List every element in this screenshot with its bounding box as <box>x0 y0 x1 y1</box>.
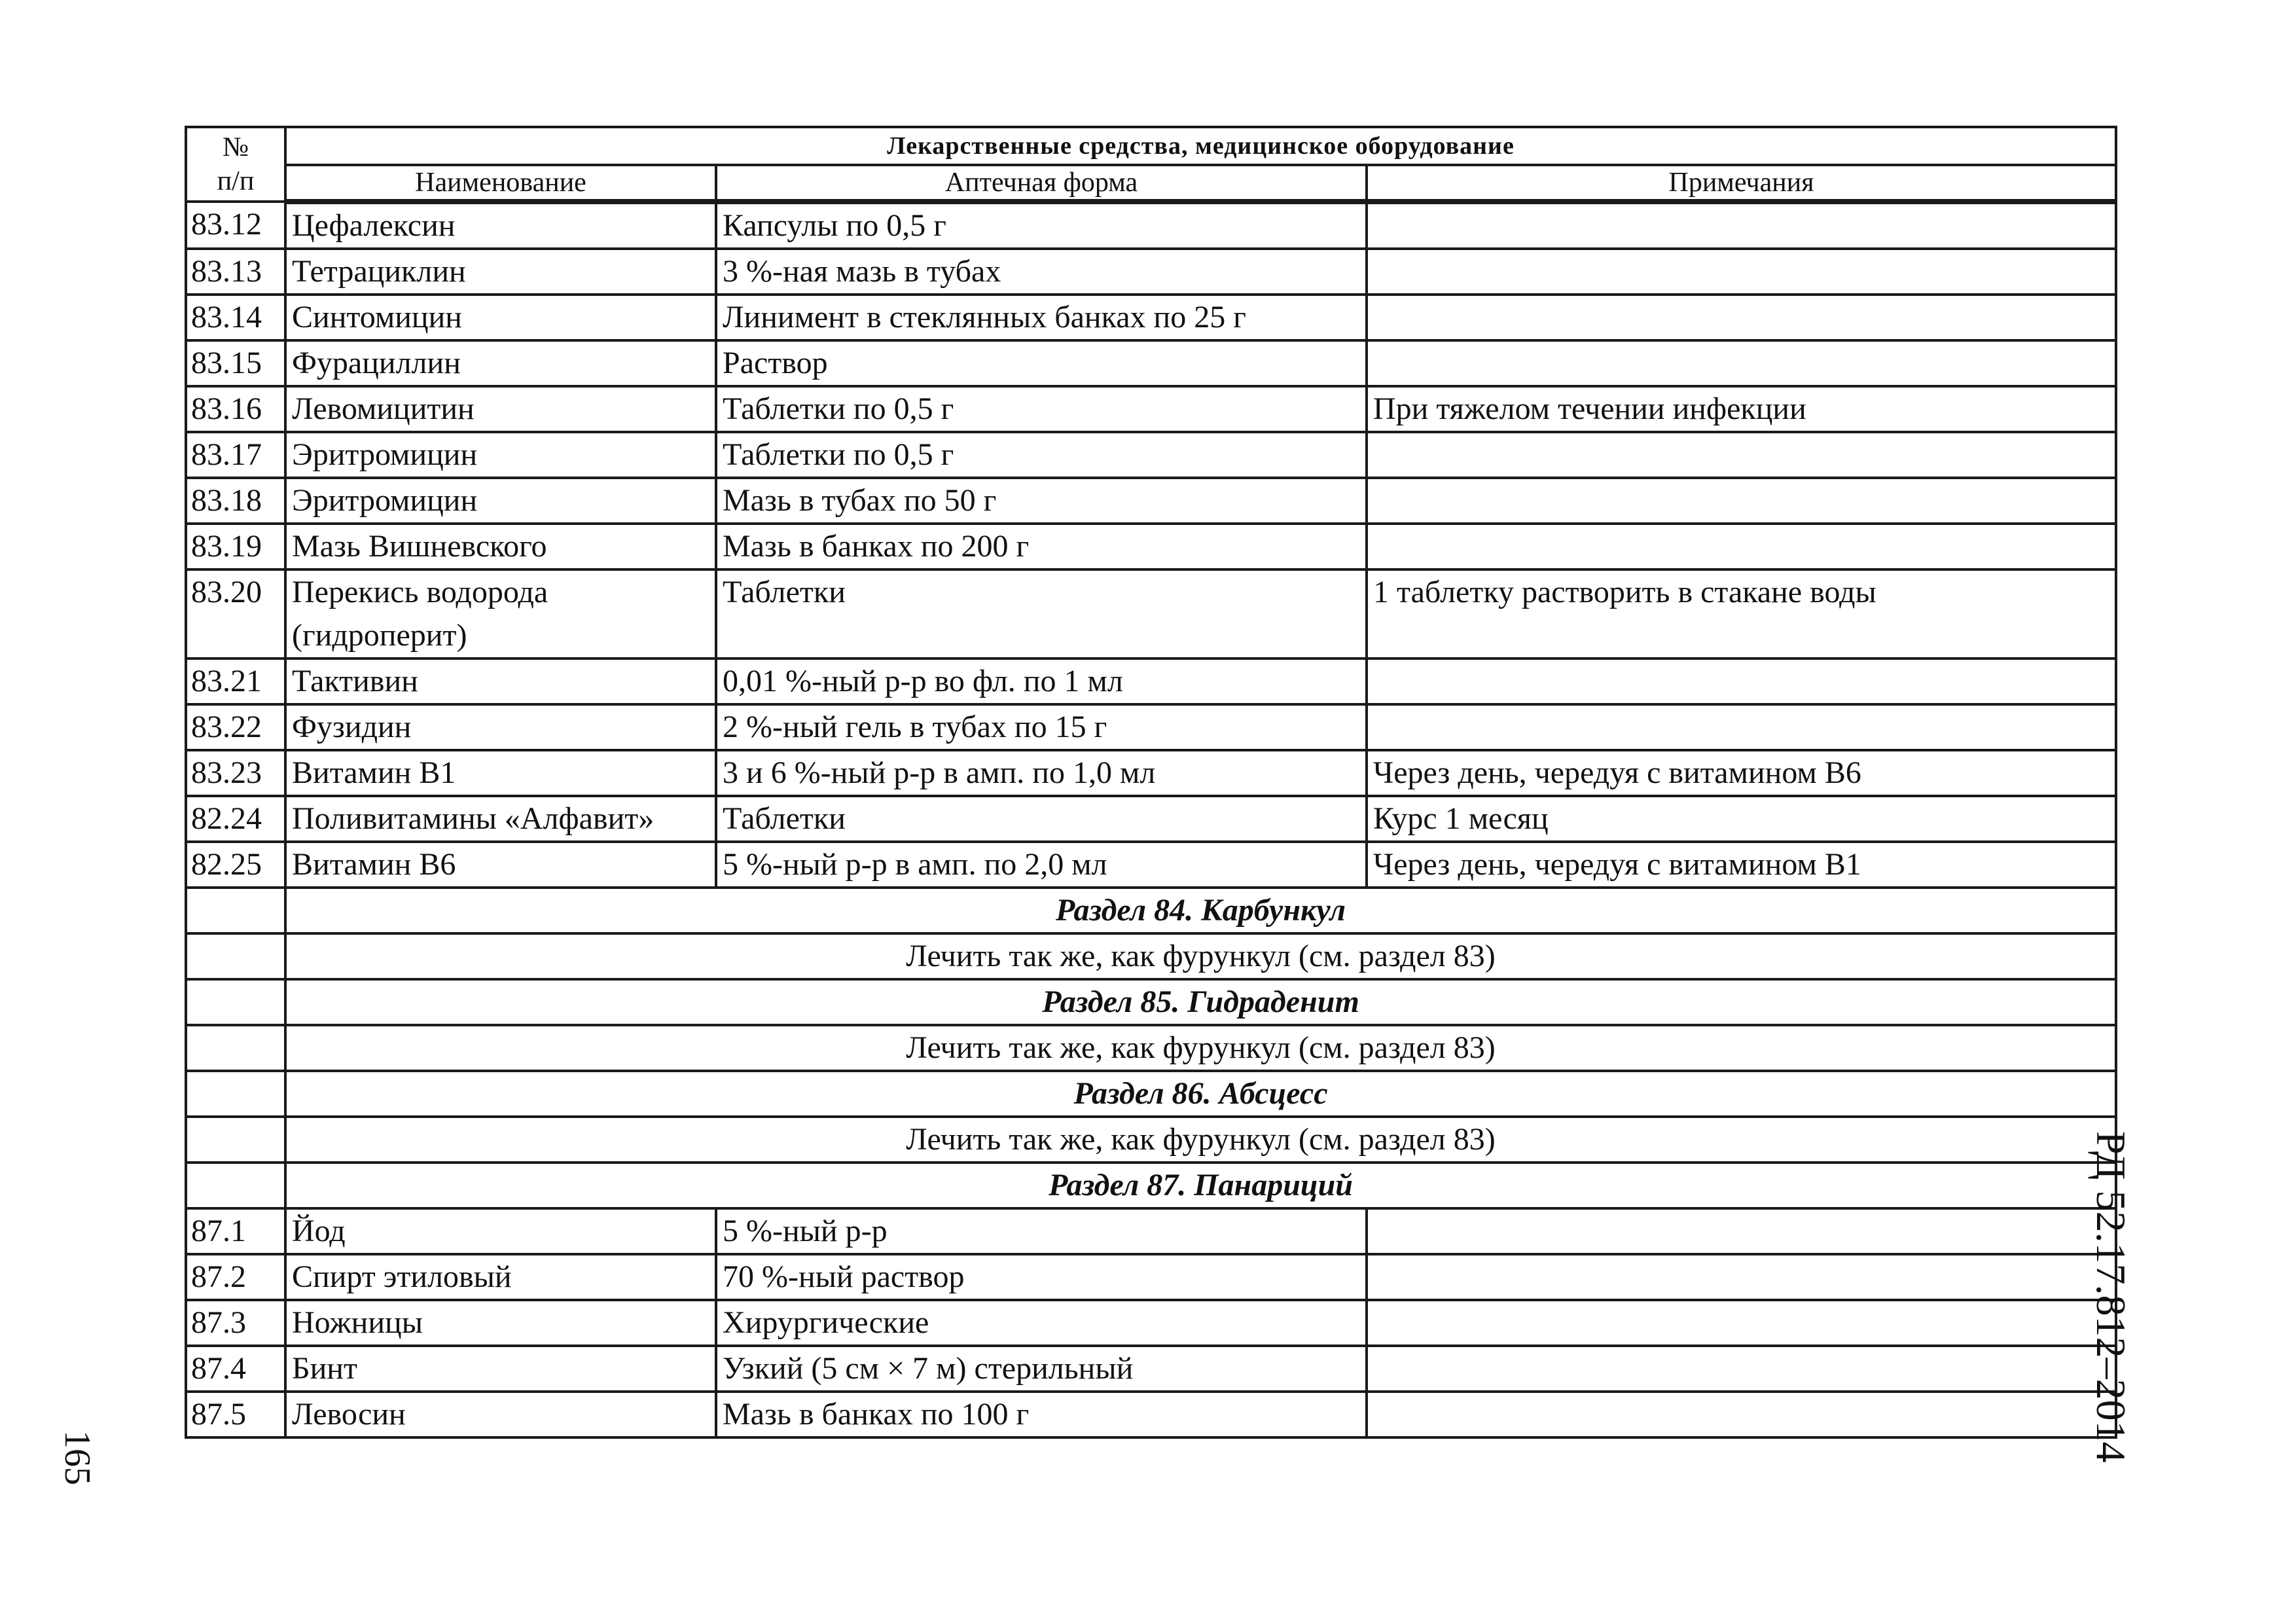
row-num-cell: 87.3 <box>186 1300 285 1346</box>
row-note-cell: При тяжелом течении инфекции <box>1367 386 2116 432</box>
row-name-cell: Йод <box>285 1208 716 1254</box>
row-form-cell: Узкий (5 см × 7 м) стерильный <box>716 1346 1367 1392</box>
medicines-table <box>185 126 2117 1439</box>
table-row <box>186 1208 2116 1254</box>
header-num-cell <box>186 127 285 202</box>
section-row <box>186 979 2116 1025</box>
header-col-form: Аптечная форма <box>716 165 1367 202</box>
table-row <box>186 249 2116 295</box>
row-note-cell <box>1367 704 2116 750</box>
row-note-cell <box>1367 659 2116 704</box>
table-row <box>186 569 2116 659</box>
row-form-cell: Мазь в тубах по 50 г <box>716 478 1367 524</box>
row-name-cell: Тактивин <box>285 659 716 704</box>
row-note-cell <box>1367 340 2116 386</box>
table-row <box>186 1300 2116 1346</box>
row-num-cell: 83.18 <box>186 478 285 524</box>
row-num-cell: 83.19 <box>186 524 285 569</box>
row-form-cell: 5 %-ный р-р <box>716 1208 1367 1254</box>
row-num-cell: 87.2 <box>186 1254 285 1300</box>
table-row <box>186 478 2116 524</box>
row-num-cell: 83.23 <box>186 750 285 796</box>
row-num-cell <box>186 1025 285 1071</box>
row-name-cell: Мазь Вишневского <box>285 524 716 569</box>
row-num-cell: 87.1 <box>186 1208 285 1254</box>
section-row <box>186 1163 2116 1208</box>
row-num-cell: 83.13 <box>186 249 285 295</box>
row-num-cell: 83.15 <box>186 340 285 386</box>
header-num-bottom: п/п <box>217 166 255 196</box>
section-row <box>186 888 2116 933</box>
row-num-cell <box>186 888 285 933</box>
row-num-cell: 83.22 <box>186 704 285 750</box>
section-title: Раздел 84. Карбункул <box>285 888 2116 933</box>
table-row <box>186 1346 2116 1392</box>
row-note-cell <box>1367 1300 2116 1346</box>
row-num-cell: 83.12 <box>186 202 285 249</box>
row-name-cell: Витамин В6 <box>285 842 716 888</box>
row-form-cell: Капсулы по 0,5 г <box>716 202 1367 249</box>
row-note-cell: Через день, чередуя с витамином В1 <box>1367 842 2116 888</box>
row-form-cell: Мазь в банках по 200 г <box>716 524 1367 569</box>
row-form-cell: 5 %-ный р-р в амп. по 2,0 мл <box>716 842 1367 888</box>
table-row <box>186 1392 2116 1437</box>
row-num-cell: 87.4 <box>186 1346 285 1392</box>
table-row <box>186 386 2116 432</box>
row-form-cell: 0,01 %-ный р-р во фл. по 1 мл <box>716 659 1367 704</box>
row-note-cell <box>1367 432 2116 478</box>
note-row <box>186 1025 2116 1071</box>
row-note-cell <box>1367 524 2116 569</box>
row-num-cell: 82.24 <box>186 796 285 842</box>
row-form-cell: Раствор <box>716 340 1367 386</box>
row-form-cell: Хирургические <box>716 1300 1367 1346</box>
row-num-cell <box>186 1117 285 1163</box>
row-note-cell <box>1367 249 2116 295</box>
row-form-cell: 3 %-ная мазь в тубах <box>716 249 1367 295</box>
note-row <box>186 933 2116 979</box>
row-num-cell <box>186 933 285 979</box>
row-name-cell: Синтомицин <box>285 295 716 340</box>
table-row <box>186 704 2116 750</box>
table-row <box>186 202 2116 249</box>
table-row <box>186 796 2116 842</box>
document-code: РД 52.17.812–2014 <box>2088 1131 2134 1463</box>
section-title: Раздел 86. Абсцесс <box>285 1071 2116 1117</box>
row-form-cell: Мазь в банках по 100 г <box>716 1392 1367 1437</box>
row-note-cell: Курс 1 месяц <box>1367 796 2116 842</box>
row-note-cell: 1 таблетку растворить в стакане воды <box>1367 569 2116 659</box>
row-name-cell: Спирт этиловый <box>285 1254 716 1300</box>
section-note: Лечить так же, как фурункул (см. раздел 83) <box>285 1117 2116 1163</box>
row-form-cell: Таблетки <box>716 569 1367 659</box>
row-name-cell: Бинт <box>285 1346 716 1392</box>
section-note: Лечить так же, как фурункул (см. раздел 83) <box>285 1025 2116 1071</box>
row-num-cell <box>186 1071 285 1117</box>
row-name-cell: Поливитамины «Алфавит» <box>285 796 716 842</box>
section-row <box>186 1071 2116 1117</box>
table-row <box>186 432 2116 478</box>
row-form-cell: Таблетки по 0,5 г <box>716 386 1367 432</box>
row-note-cell: Через день, чередуя с витамином В6 <box>1367 750 2116 796</box>
row-num-cell: 83.14 <box>186 295 285 340</box>
row-form-cell: Таблетки <box>716 796 1367 842</box>
row-name-cell: Цефалексин <box>285 202 716 249</box>
header-col-name: Наименование <box>285 165 716 202</box>
row-num-cell: 83.21 <box>186 659 285 704</box>
table-row <box>186 295 2116 340</box>
row-name-cell: Левомицитин <box>285 386 716 432</box>
row-note-cell <box>1367 478 2116 524</box>
row-num-cell <box>186 1163 285 1208</box>
row-note-cell <box>1367 1392 2116 1437</box>
row-note-cell <box>1367 1346 2116 1392</box>
row-note-cell <box>1367 1254 2116 1300</box>
table-row <box>186 340 2116 386</box>
section-title: Раздел 87. Панариций <box>285 1163 2116 1208</box>
header-num-top: № <box>222 132 249 162</box>
table-row <box>186 1254 2116 1300</box>
row-name-cell: Фузидин <box>285 704 716 750</box>
row-name-cell: Перекись водорода (гидроперит) <box>285 569 716 659</box>
row-form-cell: 70 %-ный раствор <box>716 1254 1367 1300</box>
note-row <box>186 1117 2116 1163</box>
row-num-cell <box>186 979 285 1025</box>
row-num-cell: 87.5 <box>186 1392 285 1437</box>
table-row <box>186 659 2116 704</box>
row-name-cell: Эритромицин <box>285 478 716 524</box>
section-title: Раздел 85. Гидраденит <box>285 979 2116 1025</box>
row-num-cell: 83.20 <box>186 569 285 659</box>
row-name-cell: Левосин <box>285 1392 716 1437</box>
section-note: Лечить так же, как фурункул (см. раздел 83) <box>285 933 2116 979</box>
row-note-cell <box>1367 202 2116 249</box>
table-row <box>186 842 2116 888</box>
row-form-cell: Линимент в стеклянных банках по 25 г <box>716 295 1367 340</box>
table-row <box>186 524 2116 569</box>
row-num-cell: 82.25 <box>186 842 285 888</box>
row-name-cell: Витамин В1 <box>285 750 716 796</box>
row-name-cell: Тетрациклин <box>285 249 716 295</box>
row-name-cell: Фурациллин <box>285 340 716 386</box>
table-body <box>186 127 2116 1437</box>
header-row-1 <box>186 127 2116 165</box>
header-row-2 <box>186 165 2116 202</box>
header-col-note: Примечания <box>1367 165 2116 202</box>
row-form-cell: Таблетки по 0,5 г <box>716 432 1367 478</box>
table-row <box>186 750 2116 796</box>
row-num-cell: 83.16 <box>186 386 285 432</box>
row-note-cell <box>1367 295 2116 340</box>
row-num-cell: 83.17 <box>186 432 285 478</box>
row-name-cell: Эритромицин <box>285 432 716 478</box>
row-note-cell <box>1367 1208 2116 1254</box>
row-form-cell: 3 и 6 %-ный р-р в амп. по 1,0 мл <box>716 750 1367 796</box>
row-form-cell: 2 %-ный гель в тубах по 15 г <box>716 704 1367 750</box>
row-name-cell: Ножницы <box>285 1300 716 1346</box>
page-number: 165 <box>57 1430 98 1485</box>
header-group-title: Лекарственные средства, медицинское оборудование <box>285 127 2116 165</box>
